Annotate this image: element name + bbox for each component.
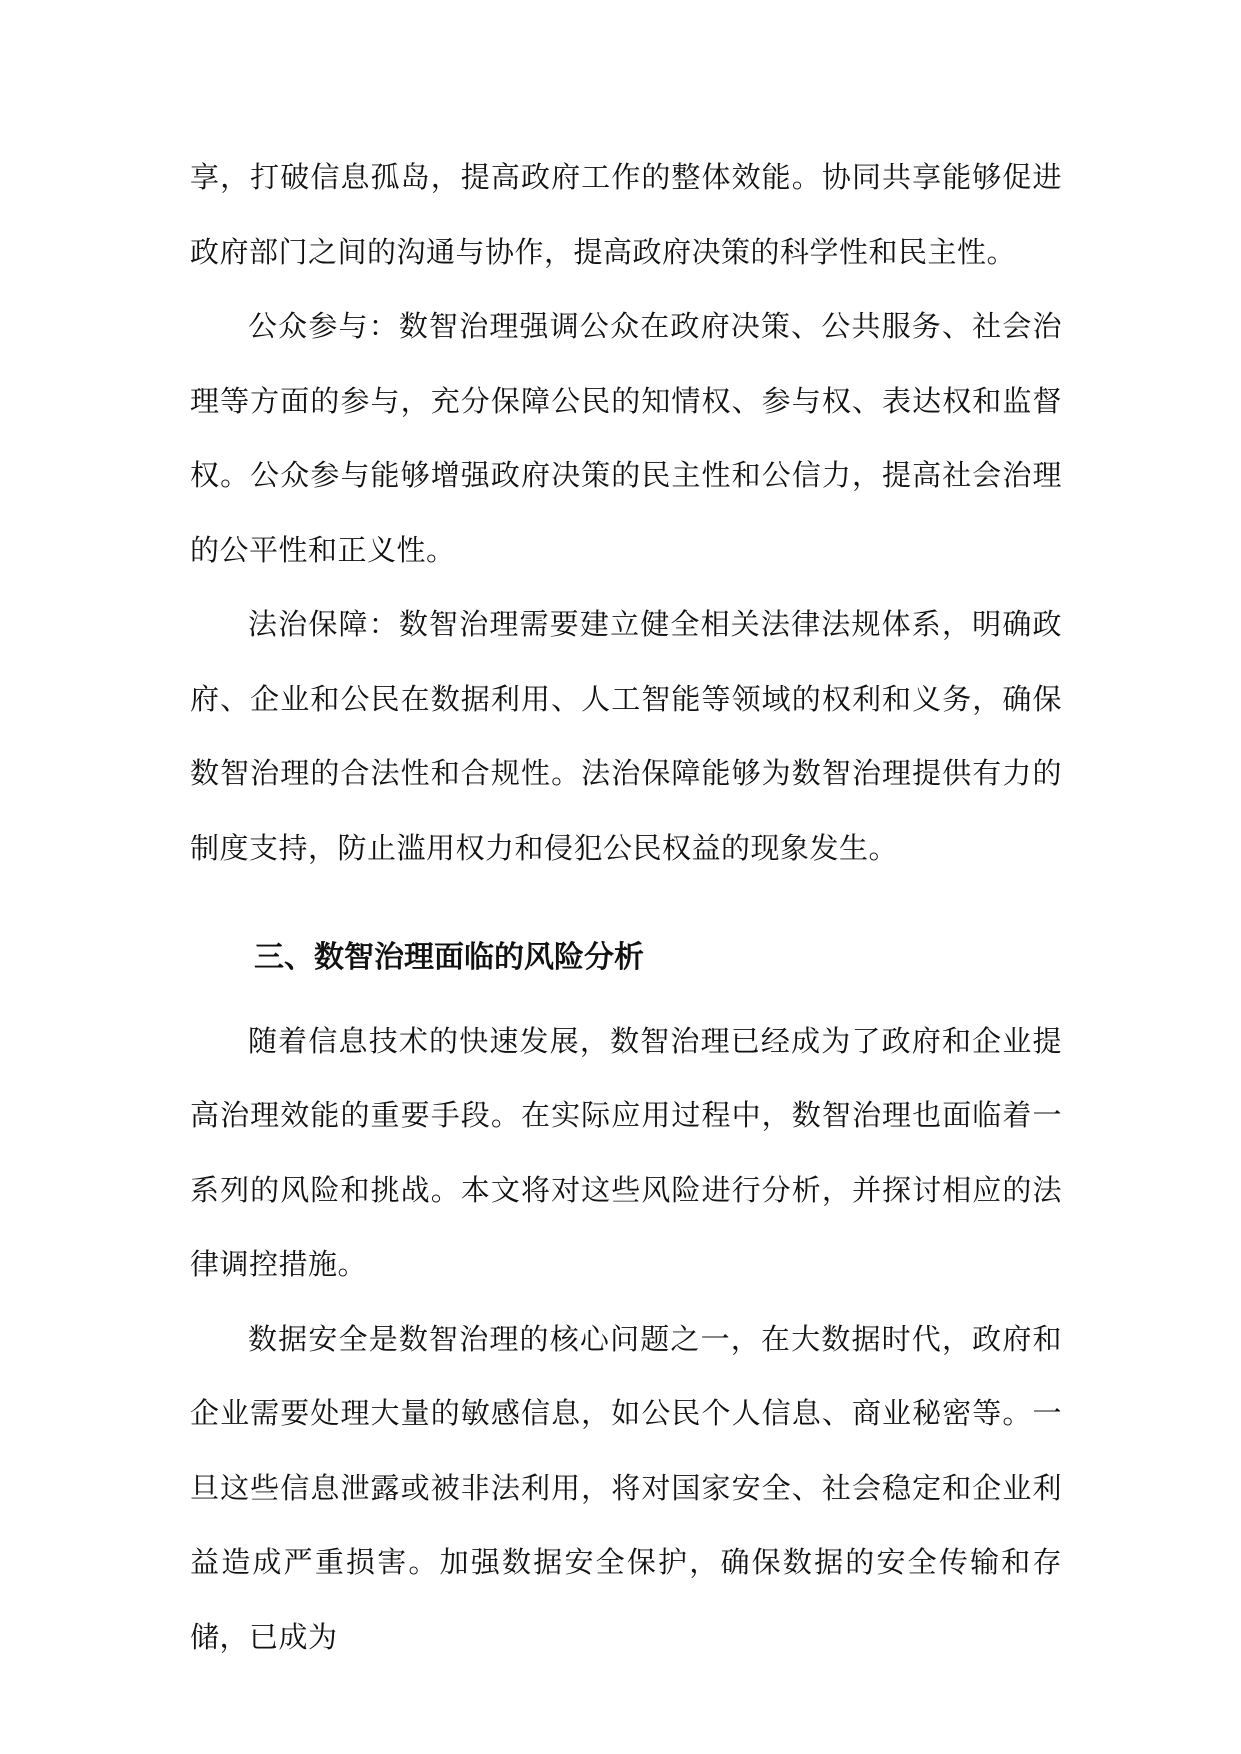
paragraph-rule-of-law: 法治保障：数智治理需要建立健全相关法律法规体系，明确政府、企业和公民在数据利用、人工智能等领域的权利和义务，确保数智治理的合法性和合规性。法治保障能够为数智治理提供有力的制度支持，防止滥用权力和侵犯公民权益的现象发生。 [190,607,1062,865]
paragraph-public-participation: 公众参与：数智治理强调公众在政府决策、公共服务、社会治理等方面的参与，充分保障公民的知情权、参与权、表达权和监督权。公众参与能够增强政府决策的民主性和公信力，提高社会治理的公平性和正义性。 [190,309,1062,567]
text-column [190,140,1062,1674]
paragraph-risk-intro: 随着信息技术的快速发展，数智治理已经成为了政府和企业提高治理效能的重要手段。在实际应用过程中，数智治理也面临着一系列的风险和挑战。本文将对这些风险进行分析，并探讨相应的法律调控措施。 [190,1023,1062,1281]
section-heading: 三、数智治理面临的风险分析 [254,940,644,975]
paragraph-collaborative-sharing: 享，打破信息孤岛，提高政府工作的整体效能。协同共享能够促进政府部门之间的沟通与协作，提高政府决策的科学性和民主性。 [190,160,1062,269]
paragraph-data-security: 数据安全是数智治理的核心问题之一，在大数据时代，政府和企业需要处理大量的敏感信息，如公民个人信息、商业秘密等。一旦这些信息泄露或被非法利用，将对国家安全、社会稳定和企业利益造成严重损害。加强数据安全保护，确保数据的安全传输和存储，已成为 [190,1321,1062,1654]
